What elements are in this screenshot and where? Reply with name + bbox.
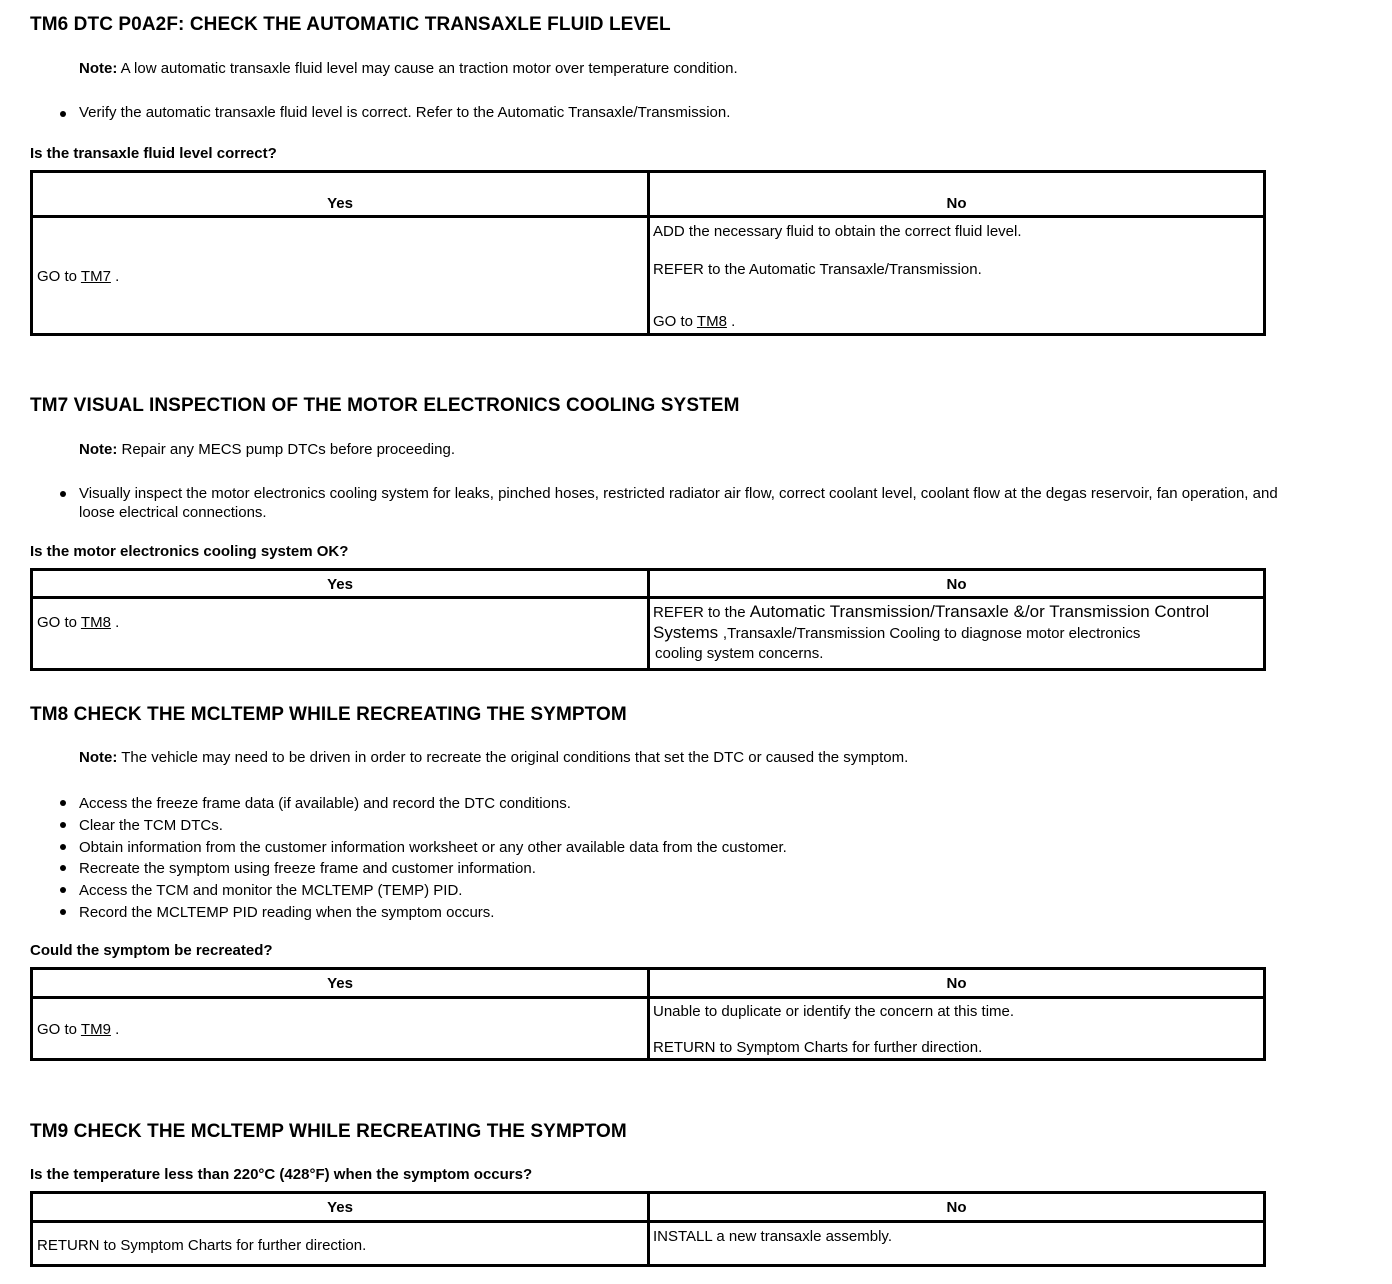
note-label: Note: — [79, 60, 118, 77]
goto-end: . — [726, 313, 736, 330]
yes-cell — [37, 614, 119, 631]
no-cell-goto — [653, 313, 735, 330]
symptom-charts-reference[interactable]: Symptom Charts for further direction. — [120, 1237, 367, 1254]
tm7-note — [79, 441, 455, 458]
tm9-question: Is the temperature less than 220°C (428°F) when the symptom occurs? — [30, 1166, 533, 1183]
yes-cell — [37, 1021, 119, 1038]
note-text: A low automatic transaxle fluid level may cause an traction motor over temperature condition. — [117, 60, 738, 77]
tm8-link[interactable]: TM8 — [80, 614, 111, 631]
tm8-question: Could the symptom be recreated? — [30, 942, 273, 959]
bullet-line: Visually inspect the motor electronics cooling system for leaks, pinched hoses, restricted radiator air flow, correct coolant level, coolant flow at the degas reservoir, fan operation, and — [79, 485, 1278, 502]
no-header: No — [946, 975, 967, 992]
list-item: Record the MCLTEMP PID reading when the symptom occurs. — [79, 902, 787, 924]
no-cell-line2 — [653, 1039, 982, 1056]
no-cell-line3: cooling system concerns. — [655, 645, 824, 662]
table-divider — [33, 1220, 1263, 1223]
systems-reference[interactable]: Systems — [653, 623, 723, 642]
note-text: Repair any MECS pump DTCs before proceeding. — [117, 441, 455, 458]
list-item: Access the freeze frame data (if available) and record the DTC conditions. — [79, 793, 787, 815]
tm9-decision-table — [30, 1191, 1266, 1267]
no-cell-line2 — [653, 623, 1209, 644]
refer-text: REFER to the — [653, 261, 749, 278]
yes-header: Yes — [327, 576, 353, 593]
refer-text: REFER to the — [653, 604, 750, 621]
bullet-line: loose electrical connections. — [79, 504, 267, 521]
list-item: Clear the TCM DTCs. — [79, 815, 787, 837]
bullet-icon — [60, 491, 66, 497]
goto-text: GO to — [37, 268, 81, 285]
bullet-icon — [60, 844, 66, 850]
tm9-link[interactable]: TM9 — [80, 1021, 111, 1038]
yes-header: Yes — [327, 975, 353, 992]
tm8-link[interactable]: TM8 — [696, 313, 727, 330]
no-cell — [653, 602, 1209, 664]
table-divider — [33, 596, 1263, 599]
no-header: No — [946, 1199, 967, 1216]
yes-cell — [37, 268, 119, 285]
return-text: RETURN to — [37, 1237, 121, 1254]
no-cell-line1 — [653, 602, 1209, 623]
tm9-heading: TM9 CHECK THE MCLTEMP WHILE RECREATING THE SYMPTOM — [30, 1121, 627, 1142]
note-label: Note: — [79, 749, 118, 766]
table-divider — [33, 996, 1263, 999]
list-item: Obtain information from the customer information worksheet or any other available data from the customer. — [79, 837, 787, 859]
cooling-reference[interactable]: ,Transaxle/Transmission Cooling — [722, 625, 941, 642]
bullet-icon — [60, 909, 66, 915]
yes-header: Yes — [327, 1199, 353, 1216]
bullet-icon — [60, 887, 66, 893]
no-cell-line1: Unable to duplicate or identify the concern at this time. — [653, 1003, 1015, 1020]
yes-header: Yes — [327, 195, 353, 212]
tm7-link[interactable]: TM7 — [80, 268, 111, 285]
diagnose-text: to diagnose motor electronics — [940, 625, 1141, 642]
goto-text: GO to — [37, 614, 81, 631]
tm7-bullet — [79, 484, 1278, 522]
no-header: No — [946, 576, 967, 593]
transmission-reference[interactable]: Automatic Transmission/Transaxle &/or Transmission Control — [749, 602, 1210, 621]
no-cell-line1: ADD the necessary fluid to obtain the correct fluid level. — [653, 223, 1022, 240]
symptom-charts-reference[interactable]: Symptom Charts for further direction. — [736, 1039, 983, 1056]
note-text: The vehicle may need to be driven in order to recreate the original conditions that set the DTC or caused the symptom. — [117, 749, 909, 766]
tm6-decision-table — [30, 170, 1266, 336]
tm7-heading: TM7 VISUAL INSPECTION OF THE MOTOR ELECTRONICS COOLING SYSTEM — [30, 395, 740, 416]
no-header: No — [946, 195, 967, 212]
bullet-icon — [60, 822, 66, 828]
tm8-note — [79, 749, 908, 766]
tm7-decision-table — [30, 568, 1266, 671]
no-cell-line2 — [653, 261, 982, 278]
tm6-heading: TM6 DTC P0A2F: CHECK THE AUTOMATIC TRANSAXLE FLUID LEVEL — [30, 14, 671, 35]
return-text: RETURN to — [653, 1039, 737, 1056]
bullet-icon — [60, 800, 66, 806]
bullet-text: Verify the automatic transaxle fluid level is correct. Refer to the — [79, 104, 498, 121]
bullet-icon — [60, 111, 66, 117]
tm6-question: Is the transaxle fluid level correct? — [30, 145, 277, 162]
goto-end: . — [110, 268, 120, 285]
list-item: Recreate the symptom using freeze frame and customer information. — [79, 858, 787, 880]
transaxle-reference[interactable]: Automatic Transaxle/Transmission. — [748, 261, 982, 278]
tm8-heading: TM8 CHECK THE MCLTEMP WHILE RECREATING THE SYMPTOM — [30, 704, 627, 725]
yes-cell — [37, 1237, 366, 1254]
tm7-question: Is the motor electronics cooling system OK? — [30, 543, 349, 560]
tm8-bullet-list — [79, 793, 787, 924]
goto-text: GO to — [37, 1021, 81, 1038]
goto-end: . — [110, 614, 120, 631]
goto-text: GO to — [653, 313, 697, 330]
tm8-decision-table — [30, 967, 1266, 1061]
bullet-reference[interactable]: Automatic Transaxle/Transmission. — [497, 104, 731, 121]
note-label: Note: — [79, 441, 118, 458]
table-divider — [33, 215, 1263, 218]
no-cell: INSTALL a new transaxle assembly. — [653, 1228, 892, 1245]
list-item: Access the TCM and monitor the MCLTEMP (TEMP) PID. — [79, 880, 787, 902]
goto-end: . — [110, 1021, 120, 1038]
bullet-icon — [60, 865, 66, 871]
tm6-note — [79, 60, 738, 77]
tm6-bullet — [79, 104, 730, 121]
